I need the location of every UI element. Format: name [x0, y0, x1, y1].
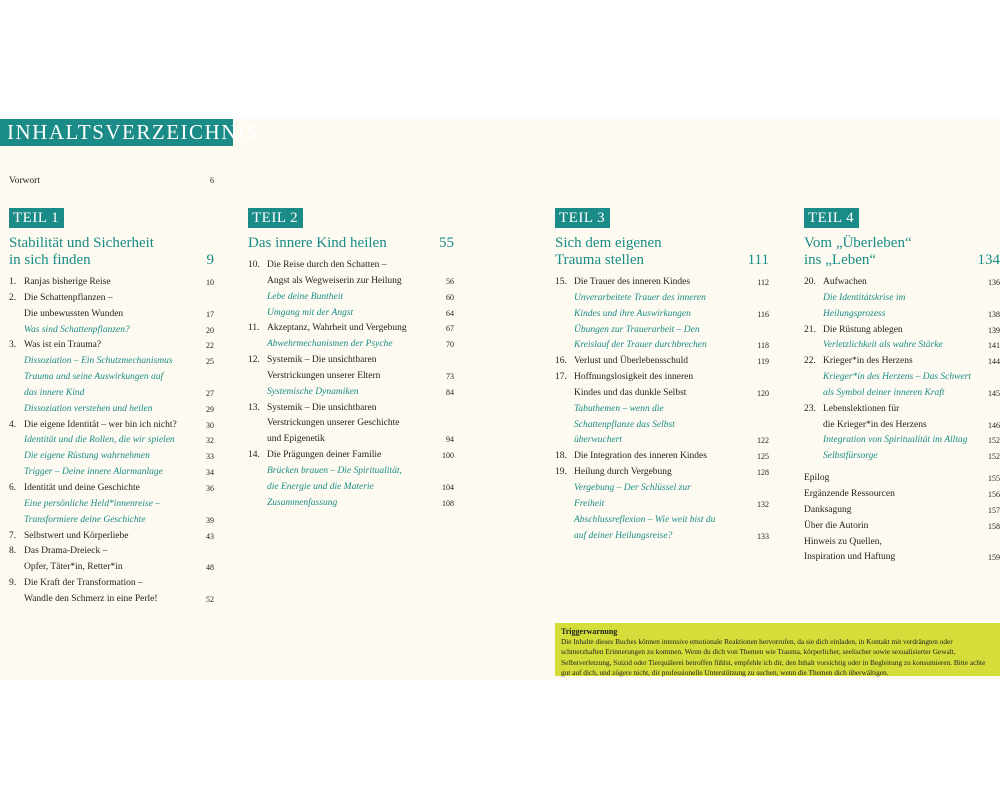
entry-title: überwuchert	[574, 435, 623, 446]
part-2-column	[248, 208, 454, 512]
entry-title: Danksagung	[804, 504, 852, 515]
entry-title: Hinweis zu Quellen,	[804, 536, 882, 547]
entry-title: Transformiere deine Geschichte	[24, 514, 146, 525]
entry-page: 119	[757, 357, 769, 367]
toc-entry	[804, 354, 1000, 370]
entry-title: Brücken brauen – Die Spiritualität,	[267, 465, 402, 476]
entry-number: 11.	[248, 323, 260, 334]
entry-title: Kreislauf der Trauer durchbrechen	[574, 340, 707, 351]
entry-number: 18.	[555, 451, 567, 462]
toc-entry	[804, 433, 1000, 449]
part-title-line: Das innere Kind heilen	[248, 235, 387, 251]
entry-title: Akzeptanz, Wahrheit und Vergebung	[267, 323, 407, 334]
entry-title: Die Prägungen deiner Familie	[267, 450, 382, 461]
entry-title: Die unbewussten Wunden	[24, 308, 124, 319]
toc-entry	[555, 449, 769, 465]
toc-entry	[555, 465, 769, 481]
entry-page: 112	[757, 278, 769, 287]
entry-number: 16.	[555, 356, 567, 367]
entry-title: Kindes und ihre Auswirkungen	[574, 308, 691, 319]
entry-title: Inspiration und Haftung	[804, 552, 896, 563]
entry-number: 22.	[804, 356, 816, 367]
entry-title: Die Kraft der Transformation –	[24, 578, 143, 589]
toc-entry	[804, 338, 1000, 354]
entry-number: 21.	[804, 324, 816, 335]
toc-entry	[555, 402, 769, 418]
entry-title: Heilung durch Vergebung	[574, 467, 672, 478]
entry-page: 158	[988, 521, 1000, 531]
trigger-warning-heading: Triggerwarnung	[561, 627, 618, 636]
toc-entry	[248, 306, 454, 322]
toc-entry	[9, 529, 214, 545]
toc-entry	[555, 338, 769, 354]
entry-title: Epilog	[804, 473, 830, 484]
entry-title: Die Identitätskrise im	[823, 292, 906, 303]
toc-entry	[804, 449, 1000, 465]
toc-entry	[9, 307, 214, 323]
entry-page: 104	[442, 482, 454, 492]
entry-page: 43	[206, 531, 214, 541]
toc-entry	[9, 291, 214, 307]
entry-title: Krieger*in des Herzens – Das Schwert	[823, 372, 972, 383]
toc-entry	[9, 592, 214, 608]
entry-page: 108	[442, 498, 454, 508]
entry-title: Schattenpflanze das Selbst	[574, 419, 675, 430]
toc-entry	[555, 481, 769, 497]
part-title-line: Sich dem eigenen	[555, 235, 662, 251]
toc-entry	[804, 291, 1000, 307]
toc-entry	[248, 480, 454, 496]
entry-page: 32	[206, 436, 214, 446]
entry-page: 138	[988, 309, 1000, 319]
toc-entry	[804, 386, 1000, 402]
entry-title: Zusammenfassung	[267, 497, 338, 508]
toc-entry	[248, 385, 454, 401]
entry-page: 67	[446, 324, 454, 334]
entry-page: 128	[757, 468, 769, 478]
part-3-column	[555, 208, 769, 544]
back-matter-entries	[804, 471, 1000, 566]
entry-title: das innere Kind	[24, 387, 85, 398]
toc-entry	[555, 275, 769, 291]
toc-entry	[248, 432, 454, 448]
entry-title: Dissoziation – Ein Schutzmechanismus	[24, 356, 173, 367]
back-matter-entry	[804, 487, 1000, 503]
entry-page: 6	[210, 176, 214, 185]
entry-page: 132	[757, 499, 769, 509]
toc-entry	[248, 290, 454, 306]
entry-title: Aufwachen	[823, 277, 867, 287]
entry-page: 141	[988, 341, 1000, 351]
entry-title: Dissoziation verstehen und heilen	[24, 403, 153, 414]
entry-number: 2.	[9, 292, 17, 303]
entry-title: Lebenslektionen für	[823, 403, 900, 414]
back-matter-entry	[804, 471, 1000, 487]
entry-title: Was sind Schattenpflanzen?	[24, 324, 130, 335]
entry-number: 12.	[248, 355, 260, 366]
back-matter-entry	[804, 535, 1000, 551]
entry-title: Ranjas bisherige Reise	[24, 277, 111, 287]
entry-page: 120	[757, 388, 769, 398]
entry-title: Freiheit	[574, 498, 605, 509]
toc-entry	[555, 529, 769, 545]
entry-number: 4.	[9, 419, 17, 430]
toc-entry	[248, 369, 454, 385]
part-title	[804, 235, 1000, 269]
entry-number: 1.	[9, 277, 17, 287]
entry-title: Die Reise durch den Schatten –	[267, 260, 387, 270]
toc-entry	[804, 418, 1000, 434]
toc-entry	[248, 337, 454, 353]
entry-title: Die eigene Rüstung wahrnehmen	[24, 451, 150, 462]
entry-page: 159	[988, 553, 1000, 563]
toc-entries	[248, 258, 454, 512]
entry-title: Abschlussreflexion – Wie weit bist du	[574, 514, 716, 525]
entry-page: 17	[206, 309, 214, 319]
toc-entry	[555, 497, 769, 513]
entry-title: Verlust und Überlebensschuld	[574, 356, 688, 367]
toc-entry	[9, 386, 214, 402]
entry-title: Tabuthemen – wenn die	[574, 403, 664, 414]
entry-page: 144	[988, 357, 1000, 367]
toc-entry	[248, 321, 454, 337]
entry-title: Verletzlichkeit als wahre Stärke	[823, 340, 943, 351]
toc-entry	[555, 323, 769, 339]
entry-page: 29	[206, 404, 214, 414]
part-title	[248, 235, 454, 252]
entry-number: 19.	[555, 467, 567, 478]
entry-title: Heilungsprozess	[823, 308, 886, 319]
entry-number: 8.	[9, 546, 17, 557]
back-matter-entry	[804, 519, 1000, 535]
entry-page: 34	[206, 468, 214, 478]
toc-entry	[555, 354, 769, 370]
toc-entry	[9, 323, 214, 339]
entry-title: Systemik – Die unsichtbaren	[267, 355, 377, 366]
entry-page: 116	[757, 309, 769, 319]
entry-page: 22	[206, 341, 214, 351]
entry-title: Krieger*in des Herzens	[823, 356, 913, 367]
toc-entry	[248, 274, 454, 290]
entry-page: 156	[988, 489, 1000, 499]
entry-page: 70	[446, 340, 454, 350]
entry-title: Abwehrmechanismen der Psyche	[267, 339, 393, 350]
entry-page: 73	[446, 371, 454, 381]
toc-entry	[555, 386, 769, 402]
part-4-column	[804, 208, 1000, 566]
entry-page: 157	[988, 505, 1000, 515]
toc-entry	[9, 370, 214, 386]
entry-page: 33	[206, 452, 214, 462]
entry-page: 145	[988, 388, 1000, 398]
entry-page: 100	[442, 451, 454, 461]
entry-page: 84	[446, 387, 454, 397]
entry-title: auf deiner Heilungsreise?	[574, 530, 673, 541]
entry-page: 136	[988, 278, 1000, 287]
entry-page: 39	[206, 515, 214, 525]
entry-title: die Energie und die Materie	[267, 481, 374, 492]
entry-page: 152	[988, 436, 1000, 446]
entry-title: Was ist ein Trauma?	[24, 340, 102, 351]
entry-title: Unverarbeitete Trauer des inneren	[574, 292, 706, 303]
part-page: 55	[439, 235, 454, 251]
entry-title: Ergänzende Ressourcen	[804, 488, 895, 499]
entry-title: Die Trauer des inneren Kindes	[574, 277, 691, 287]
part-label: TEIL 3	[555, 208, 610, 228]
entry-title: die Krieger*in des Herzens	[823, 419, 927, 430]
toc-entry	[9, 560, 214, 576]
toc-entry	[9, 449, 214, 465]
back-matter-entry	[804, 550, 1000, 566]
toc-entry	[9, 338, 214, 354]
entry-number: 13.	[248, 402, 260, 413]
page-title: INHALTSVERZEICHNIS	[0, 119, 233, 146]
toc-entry	[248, 464, 454, 480]
entry-number: 7.	[9, 530, 17, 541]
entry-page: 25	[206, 357, 214, 367]
entry-page: 122	[757, 436, 769, 446]
entry-page: 56	[446, 276, 454, 286]
entry-title: Über die Autorin	[804, 520, 869, 531]
trigger-warning-text: Die Inhalte dieses Buches können intensive emotionale Reaktionen hervorrufen, da sie dich einladen, in Kontakt mit verdrängten oder schmerzhaften Erinnerungen zu kommen. Wenn du dich von Themen wie Trauma, körperlicher, seelischer sowie sexualisierter Gewalt, Selbstverletzung, Suizid oder Tierquälerei betroffen fühlst, empfehle ich dir, den Inhalt vorsichtig oder in Begleitung zu konsumieren. Bitte achte gut auf dich, und zögere nicht, dir professionelle Unterstützung zu suchen, wenn die Themen dich überwältigen.	[561, 637, 986, 677]
entry-title: Systemische Dynamiken	[267, 386, 359, 397]
part-title	[555, 235, 769, 269]
toc-entry	[248, 496, 454, 512]
entry-page: 52	[206, 594, 214, 604]
entry-title: Systemik – Die unsichtbaren	[267, 402, 377, 413]
toc-entry	[248, 401, 454, 417]
entry-title: Die Rüstung ablegen	[823, 324, 903, 335]
part-title-line: ins „Leben“	[804, 252, 877, 268]
toc-entry	[804, 307, 1000, 323]
entry-number: 10.	[248, 260, 260, 270]
toc-entry	[248, 448, 454, 464]
entry-title: Wandle den Schmerz in eine Perle!	[24, 593, 158, 604]
entry-title: als Symbol deiner inneren Kraft	[823, 387, 945, 398]
toc-entry	[555, 291, 769, 307]
entry-title: Identität und deine Geschichte	[24, 482, 140, 493]
entry-title: Übungen zur Trauerarbeit – Den	[574, 324, 700, 335]
part-label: TEIL 2	[248, 208, 303, 228]
entry-title: Die Schattenpflanzen –	[24, 292, 113, 303]
entry-page: 30	[206, 420, 214, 430]
entry-title: Kindes und das dunkle Selbst	[574, 387, 687, 398]
toc-entries	[804, 275, 1000, 465]
entry-number: 17.	[555, 372, 567, 383]
part-title	[9, 235, 214, 269]
toc-entry	[9, 418, 214, 434]
entry-page: 125	[757, 452, 769, 462]
entry-page: 10	[206, 278, 214, 287]
part-title-line: Stabilität und Sicherheit	[9, 235, 154, 251]
toc-entry	[804, 275, 1000, 291]
entry-page: 64	[446, 308, 454, 318]
entry-title: Eine persönliche Held*innenreise –	[24, 498, 161, 509]
trigger-warning-box	[555, 623, 1000, 676]
toc-entry	[9, 402, 214, 418]
part-1-column	[9, 208, 214, 608]
entry-page: 133	[757, 531, 769, 541]
entry-title: Verstrickungen unserer Geschichte	[267, 418, 400, 429]
entry-title: Hoffnungslosigkeit des inneren	[574, 372, 694, 383]
entry-number: 3.	[9, 340, 17, 351]
entry-title: Das Drama-Dreieck –	[24, 546, 108, 557]
toc-entry	[9, 433, 214, 449]
toc-entries	[9, 275, 214, 608]
toc-entry	[9, 275, 214, 291]
toc-entry	[248, 416, 454, 432]
entry-number: 9.	[9, 578, 17, 589]
entry-number: 14.	[248, 450, 260, 461]
vorwort-entry	[9, 176, 214, 186]
entry-page: 94	[446, 435, 454, 445]
toc-entry	[555, 418, 769, 434]
entry-page: 48	[206, 563, 214, 573]
entry-page: 146	[988, 420, 1000, 430]
toc-entry	[9, 513, 214, 529]
part-page: 134	[977, 252, 1000, 268]
entry-title: Die Integration des inneren Kindes	[574, 451, 707, 462]
entry-title: Lebe deine Buntheit	[267, 291, 343, 302]
entry-title: Die eigene Identität – wer bin ich nicht?	[24, 419, 177, 430]
entry-title: Verstrickungen unserer Eltern	[267, 370, 381, 381]
entry-title: Integration von Spiritualität im Alltag	[823, 435, 968, 446]
toc-entry	[9, 497, 214, 513]
entry-number: 23.	[804, 403, 816, 414]
entry-page: 152	[988, 452, 1000, 462]
toc-entry	[555, 433, 769, 449]
part-title-line: Trauma stellen	[555, 252, 645, 268]
entry-page: 20	[206, 325, 214, 335]
entry-title: Identität und die Rollen, die wir spielen	[24, 435, 175, 446]
entry-page: 27	[206, 388, 214, 398]
part-title-line: in sich finden	[9, 252, 91, 268]
toc-entries	[555, 275, 769, 544]
toc-entry	[9, 465, 214, 481]
part-title-line: Vom „Überleben“	[804, 235, 912, 251]
entry-title: Selbstwert und Körperliebe	[24, 530, 129, 541]
part-page: 9	[206, 252, 214, 268]
toc-entry	[804, 402, 1000, 418]
toc-entry	[9, 544, 214, 560]
entry-page: 118	[757, 341, 769, 351]
toc-entry	[555, 513, 769, 529]
entry-title: Umgang mit der Angst	[267, 307, 354, 318]
entry-title: Vergebung – Der Schlüssel zur	[574, 482, 691, 493]
entry-number: 15.	[555, 277, 567, 287]
entry-title: Selbstfürsorge	[823, 451, 878, 462]
part-label: TEIL 1	[9, 208, 64, 228]
part-page: 111	[747, 252, 769, 268]
entry-title: Vorwort	[9, 176, 40, 186]
toc-entry	[248, 258, 454, 274]
entry-title: und Epigenetik	[267, 434, 325, 445]
toc-entry	[804, 370, 1000, 386]
entry-page: 36	[206, 483, 214, 493]
entry-number: 6.	[9, 482, 17, 493]
entry-title: Angst als Wegweiserin zur Heilung	[267, 275, 402, 286]
toc-entry	[9, 481, 214, 497]
entry-title: Opfer, Täter*in, Retter*in	[24, 562, 123, 573]
toc-entry	[9, 354, 214, 370]
back-matter-entry	[804, 503, 1000, 519]
entry-page: 139	[988, 325, 1000, 335]
toc-entry	[555, 307, 769, 323]
entry-page: 155	[988, 474, 1000, 484]
entry-title: Trigger – Deine innere Alarmanlage	[24, 467, 163, 478]
part-label: TEIL 4	[804, 208, 859, 228]
toc-entry	[555, 370, 769, 386]
toc-entry	[804, 323, 1000, 339]
entry-title: Trauma und seine Auswirkungen auf	[24, 372, 164, 383]
entry-page: 60	[446, 292, 454, 302]
toc-entry	[248, 353, 454, 369]
entry-number: 20.	[804, 277, 816, 287]
toc-entry	[9, 576, 214, 592]
